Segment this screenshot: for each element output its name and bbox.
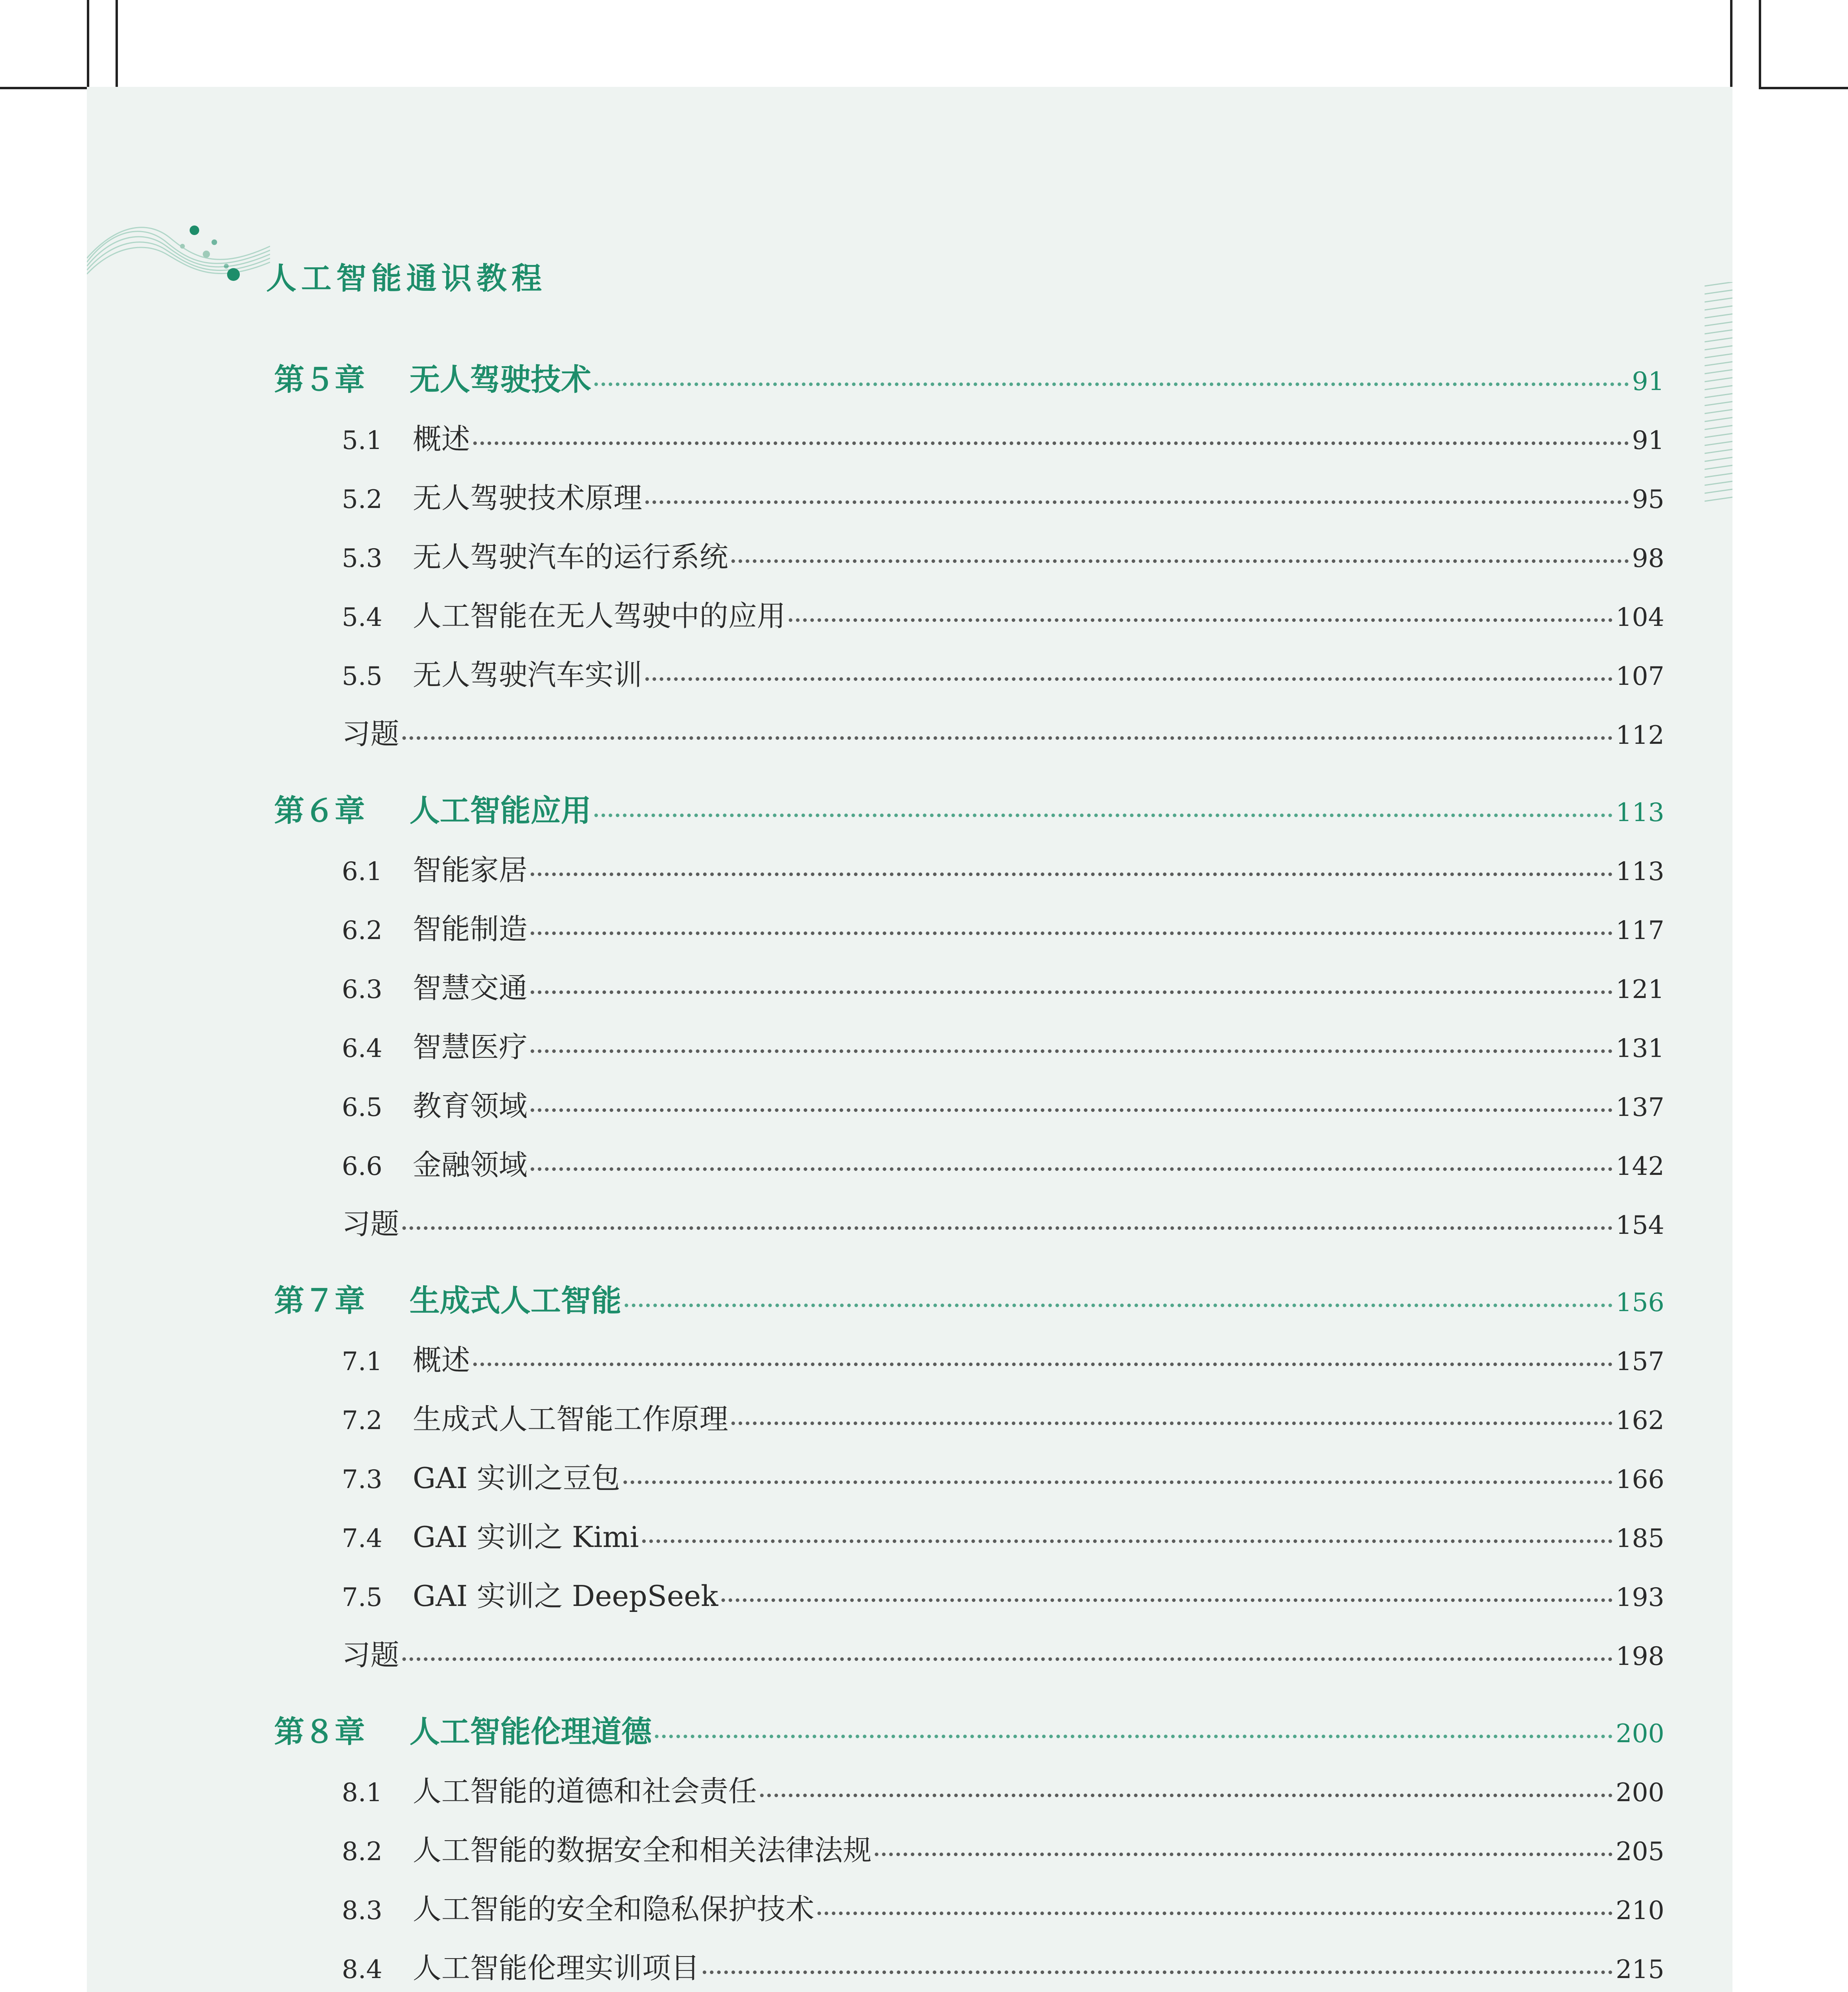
dot-leader — [655, 1735, 1613, 1738]
dot-leader — [473, 441, 1629, 445]
toc-exercises[interactable] — [274, 1625, 1664, 1684]
dot-leader — [402, 1226, 1613, 1230]
toc-entry[interactable] — [274, 1567, 1664, 1625]
section-title: 人工智能的安全和隐私保护技术 — [413, 1892, 815, 1926]
dot-leader — [531, 931, 1613, 935]
crop-mark — [1759, 0, 1761, 87]
section-number: 5.2 — [342, 485, 382, 514]
section-title: GAI 实训之豆包 — [413, 1461, 620, 1495]
dot-leader — [625, 1304, 1613, 1307]
toc-exercises[interactable] — [274, 1194, 1664, 1253]
toc-entry[interactable] — [274, 1018, 1664, 1076]
section-page: 210 — [1615, 1896, 1664, 1925]
section-number: 7.2 — [342, 1406, 382, 1435]
section-page: 157 — [1615, 1347, 1664, 1376]
section-title: 生成式人工智能工作原理 — [413, 1402, 729, 1436]
toc-entry[interactable] — [274, 469, 1664, 527]
section-page: 142 — [1615, 1152, 1664, 1181]
chapter-number: 第７章 — [274, 1283, 365, 1318]
section-page: 198 — [1615, 1642, 1664, 1671]
chapter-page: 200 — [1615, 1719, 1664, 1749]
section-title: 智慧医疗 — [413, 1030, 528, 1064]
section-number: 7.1 — [342, 1347, 382, 1376]
chapter-title: 人工智能伦理道德 — [410, 1714, 652, 1749]
toc-entry[interactable] — [274, 1135, 1664, 1194]
section-title: 教育领域 — [413, 1089, 528, 1123]
section-number: 8.2 — [342, 1837, 382, 1867]
chapter-page: 156 — [1615, 1288, 1664, 1318]
section-number: 6.5 — [342, 1093, 382, 1122]
toc-entry[interactable] — [274, 1762, 1664, 1821]
exercises-title: 习题 — [342, 717, 400, 751]
crop-mark — [116, 0, 118, 87]
section-title: 智慧交通 — [413, 971, 528, 1005]
dot-leader — [875, 1853, 1613, 1856]
toc-chapter[interactable] — [274, 1271, 1664, 1331]
section-title: 无人驾驶汽车实训 — [413, 658, 643, 692]
crop-mark — [1759, 87, 1848, 89]
section-title: 人工智能的道德和社会责任 — [413, 1774, 757, 1808]
section-title: 金融领域 — [413, 1148, 528, 1182]
dot-leader — [731, 559, 1629, 563]
dot-leader — [531, 872, 1613, 876]
section-number: 6.6 — [342, 1152, 382, 1181]
dot-leader — [645, 677, 1613, 681]
toc-entry[interactable] — [274, 1331, 1664, 1390]
section-number: 8.1 — [342, 1778, 382, 1808]
section-page: 162 — [1615, 1406, 1664, 1435]
section-number: 5.1 — [342, 426, 382, 455]
section-page: 107 — [1615, 662, 1664, 691]
dot-leader — [760, 1794, 1613, 1797]
section-number: 6.4 — [342, 1034, 382, 1063]
section-page: 166 — [1615, 1465, 1664, 1494]
dot-leader — [531, 1049, 1613, 1053]
section-page: 131 — [1615, 1034, 1664, 1063]
toc-entry[interactable] — [274, 1390, 1664, 1449]
toc-entry[interactable] — [274, 410, 1664, 469]
section-title: 人工智能伦理实训项目 — [413, 1951, 700, 1985]
section-page: 104 — [1615, 603, 1664, 632]
crop-mark — [0, 87, 87, 89]
dot-leader — [531, 1167, 1613, 1171]
section-page: 95 — [1632, 485, 1664, 514]
section-title: 人工智能在无人驾驶中的应用 — [413, 599, 786, 633]
bullet-dot-icon — [227, 268, 240, 281]
running-title: 人工智能通识教程 — [266, 261, 547, 296]
section-number: 5.3 — [342, 544, 382, 573]
section-title: 智能家居 — [413, 853, 528, 887]
toc-entry[interactable] — [274, 527, 1664, 586]
section-number: 5.4 — [342, 603, 382, 632]
chapter-title: 生成式人工智能 — [410, 1283, 621, 1318]
section-title: 概述 — [413, 1343, 470, 1377]
toc-entry[interactable] — [274, 1076, 1664, 1135]
section-title: 无人驾驶技术原理 — [413, 481, 643, 515]
chapter-title: 人工智能应用 — [410, 793, 591, 828]
chapter-number: 第５章 — [274, 362, 365, 397]
section-page: 215 — [1615, 1955, 1664, 1984]
dot-leader — [531, 1108, 1613, 1112]
dot-leader — [402, 736, 1613, 740]
section-number: 7.4 — [342, 1524, 382, 1553]
toc-chapter[interactable] — [274, 350, 1664, 410]
section-page: 91 — [1632, 426, 1664, 455]
section-number: 5.5 — [342, 662, 382, 691]
section-page: 98 — [1632, 544, 1664, 573]
section-page: 112 — [1615, 721, 1664, 750]
dot-leader — [817, 1912, 1613, 1915]
section-number: 8.3 — [342, 1896, 382, 1925]
toc-entry[interactable] — [274, 1449, 1664, 1508]
section-page: 154 — [1615, 1211, 1664, 1240]
toc-entry[interactable] — [274, 645, 1664, 704]
section-page: 205 — [1615, 1837, 1664, 1867]
book-page — [87, 87, 1732, 1992]
section-number: 6.2 — [342, 916, 382, 945]
chapter-title: 无人驾驶技术 — [410, 362, 591, 397]
chapter-number: 第６章 — [274, 793, 365, 828]
section-number: 8.4 — [342, 1955, 382, 1984]
chapter-number: 第８章 — [274, 1714, 365, 1749]
section-number: 6.1 — [342, 857, 382, 886]
toc-entry[interactable] — [274, 1880, 1664, 1939]
toc-entry[interactable] — [274, 586, 1664, 645]
section-page: 121 — [1615, 975, 1664, 1004]
dot-leader — [402, 1657, 1613, 1661]
dot-leader — [789, 618, 1613, 622]
section-number: 6.3 — [342, 975, 382, 1004]
section-page: 193 — [1615, 1583, 1664, 1612]
dot-leader — [623, 1480, 1613, 1484]
section-number: 7.3 — [342, 1465, 382, 1494]
dot-leader — [531, 990, 1613, 994]
section-page: 113 — [1615, 857, 1664, 886]
toc-entry[interactable] — [274, 900, 1664, 959]
dot-leader — [731, 1421, 1613, 1425]
dot-leader — [721, 1598, 1613, 1602]
dot-leader — [645, 500, 1629, 504]
toc-entry[interactable] — [274, 959, 1664, 1018]
table-of-contents — [274, 350, 1664, 1992]
toc-chapter[interactable] — [274, 781, 1664, 841]
section-title: 无人驾驶汽车的运行系统 — [413, 540, 729, 574]
section-page: 137 — [1615, 1093, 1664, 1122]
section-title: GAI 实训之 Kimi — [413, 1520, 639, 1554]
toc-entry[interactable] — [274, 1821, 1664, 1880]
dot-leader — [642, 1539, 1613, 1543]
dot-leader — [594, 814, 1613, 817]
section-page: 200 — [1615, 1778, 1664, 1808]
dot-leader — [594, 382, 1629, 386]
exercises-title: 习题 — [342, 1207, 400, 1241]
chapter-page: 91 — [1632, 367, 1664, 396]
section-number: 7.5 — [342, 1583, 382, 1612]
toc-entry[interactable] — [274, 1508, 1664, 1567]
section-title: 概述 — [413, 422, 470, 456]
toc-entry[interactable] — [274, 841, 1664, 900]
toc-exercises[interactable] — [274, 704, 1664, 763]
section-title: 智能制造 — [413, 912, 528, 946]
chapter-page: 113 — [1615, 798, 1664, 827]
toc-entry[interactable] — [274, 1939, 1664, 1992]
wave-decoration-icon — [87, 206, 270, 286]
section-page: 117 — [1615, 916, 1664, 945]
section-title: 人工智能的数据安全和相关法律法规 — [413, 1833, 872, 1867]
dot-leader — [473, 1363, 1613, 1366]
section-page: 185 — [1615, 1524, 1664, 1553]
dot-leader — [703, 1970, 1613, 1974]
exercises-title: 习题 — [342, 1638, 400, 1672]
hatch-decoration-icon — [1705, 282, 1732, 505]
section-title: GAI 实训之 DeepSeek — [413, 1579, 718, 1613]
toc-chapter[interactable] — [274, 1702, 1664, 1762]
